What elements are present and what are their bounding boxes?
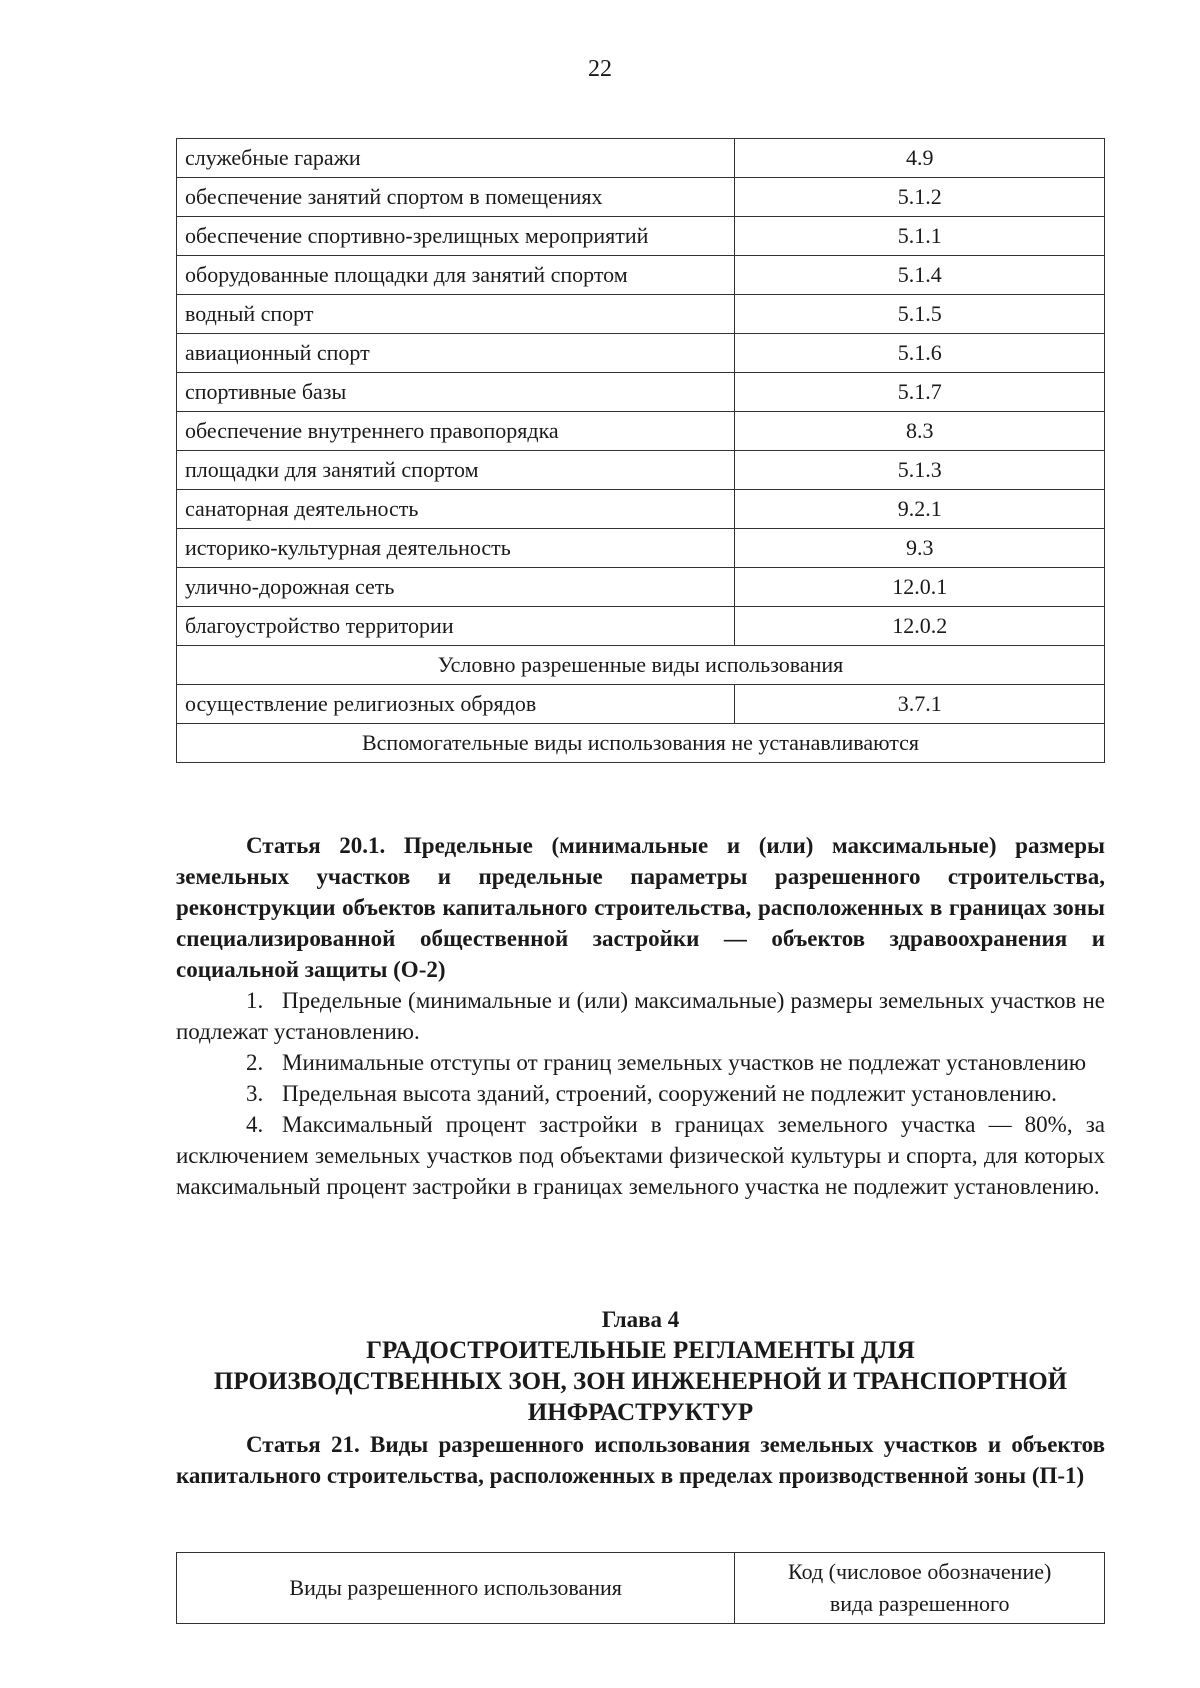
chapter-heading bbox=[176, 1304, 1105, 1428]
production-zone-uses-table bbox=[176, 1552, 1105, 1624]
use-code-cell: 3.7.1 bbox=[735, 685, 1105, 724]
list-item bbox=[176, 1078, 1105, 1109]
use-name-cell: обеспечение занятий спортом в помещениях bbox=[177, 178, 735, 217]
list-item-text: Предельные (минимальные и (или) максимальные) размеры земельных участков не подлежат установлению. bbox=[176, 988, 1105, 1044]
table-row bbox=[177, 412, 1105, 451]
column-header-code-line: Код (числовое обозначение) bbox=[788, 1559, 1052, 1584]
table-row bbox=[177, 607, 1105, 646]
list-item-number: 1. bbox=[246, 988, 264, 1013]
use-code-cell: 5.1.2 bbox=[735, 178, 1105, 217]
use-code-cell: 5.1.1 bbox=[735, 217, 1105, 256]
production-zone-uses-body bbox=[177, 1553, 1105, 1624]
table-row bbox=[177, 295, 1105, 334]
permitted-uses-table bbox=[176, 138, 1105, 763]
use-name-cell: спортивные базы bbox=[177, 373, 735, 412]
article-21-title: Статья 21. Виды разрешенного использования земельных участков и объектов капитального строительства, расположенных в пределах производственной зоны (П-1) bbox=[176, 1432, 1105, 1488]
list-item-text: Максимальный процент застройки в границах земельного участка — 80%, за исключением земельных участков под объектами физической культуры и спорта, для которых максимальный процент застройки в границах земельного участка не подлежит установлению. bbox=[176, 1112, 1105, 1199]
table-row bbox=[177, 256, 1105, 295]
table-row bbox=[177, 529, 1105, 568]
list-item bbox=[176, 1109, 1105, 1202]
list-item-number: 4. bbox=[246, 1112, 264, 1137]
table-section-row bbox=[177, 724, 1105, 763]
auxiliary-uses-note: Вспомогательные виды использования не устанавливаются bbox=[177, 724, 1105, 763]
list-item bbox=[176, 1047, 1105, 1078]
table-row bbox=[177, 568, 1105, 607]
conditional-uses-header: Условно разрешенные виды использования bbox=[177, 646, 1105, 685]
use-code-cell: 5.1.6 bbox=[735, 334, 1105, 373]
article-20-1-section bbox=[176, 830, 1105, 1202]
use-code-cell: 4.9 bbox=[735, 139, 1105, 178]
use-name-cell: обеспечение спортивно-зрелищных мероприятий bbox=[177, 217, 735, 256]
column-header-code bbox=[735, 1553, 1105, 1624]
article-21-section bbox=[176, 1429, 1105, 1491]
table-row bbox=[177, 373, 1105, 412]
list-item-number: 2. bbox=[246, 1050, 264, 1075]
chapter-title-line: ИНФРАСТРУКТУР bbox=[527, 1399, 754, 1426]
list-item-number: 3. bbox=[246, 1081, 264, 1106]
article-20-1-title: Статья 20.1. Предельные (минимальные и (или) максимальные) размеры земельных участков и предельные параметры разрешенного строительства, реконструкции объектов капитального строительства, расположенных в границах зоны специализированной общественной застройки — объектов здравоохранения и социальной защиты (О-2) bbox=[176, 833, 1105, 982]
list-item bbox=[176, 985, 1105, 1047]
use-name-cell: обеспечение внутреннего правопорядка bbox=[177, 412, 735, 451]
chapter-title-line: ГРАДОСТРОИТЕЛЬНЫЕ РЕГЛАМЕНТЫ ДЛЯ bbox=[366, 1337, 915, 1364]
use-code-cell: 8.3 bbox=[735, 412, 1105, 451]
use-name-cell: оборудованные площадки для занятий спортом bbox=[177, 256, 735, 295]
permitted-uses-body bbox=[177, 139, 1105, 763]
use-code-cell: 5.1.5 bbox=[735, 295, 1105, 334]
table-row bbox=[177, 451, 1105, 490]
use-code-cell: 5.1.7 bbox=[735, 373, 1105, 412]
use-name-cell: улично-дорожная сеть bbox=[177, 568, 735, 607]
column-header-uses: Виды разрешенного использования bbox=[177, 1553, 735, 1624]
use-name-cell: служебные гаражи bbox=[177, 139, 735, 178]
use-name-cell: санаторная деятельность bbox=[177, 490, 735, 529]
table-header-row bbox=[177, 1553, 1105, 1624]
chapter-label: Глава 4 bbox=[601, 1307, 680, 1332]
table-section-row bbox=[177, 646, 1105, 685]
table-row bbox=[177, 178, 1105, 217]
use-code-cell: 9.3 bbox=[735, 529, 1105, 568]
use-code-cell: 12.0.1 bbox=[735, 568, 1105, 607]
use-code-cell: 12.0.2 bbox=[735, 607, 1105, 646]
table-row bbox=[177, 139, 1105, 178]
table-row bbox=[177, 217, 1105, 256]
use-name-cell: водный спорт bbox=[177, 295, 735, 334]
use-code-cell: 5.1.3 bbox=[735, 451, 1105, 490]
table-row bbox=[177, 334, 1105, 373]
use-name-cell: благоустройство территории bbox=[177, 607, 735, 646]
list-item-text: Предельная высота зданий, строений, сооружений не подлежит установлению. bbox=[282, 1081, 1057, 1106]
use-code-cell: 5.1.4 bbox=[735, 256, 1105, 295]
page-number: 22 bbox=[588, 56, 612, 82]
column-header-code-line: вида разрешенного bbox=[829, 1591, 1010, 1616]
chapter-title-line: ПРОИЗВОДСТВЕННЫХ ЗОН, ЗОН ИНЖЕНЕРНОЙ И ТРАНСПОРТНОЙ bbox=[213, 1368, 1068, 1395]
use-name-cell: площадки для занятий спортом bbox=[177, 451, 735, 490]
use-name-cell: осуществление религиозных обрядов bbox=[177, 685, 735, 724]
use-name-cell: историко-культурная деятельность bbox=[177, 529, 735, 568]
use-code-cell: 9.2.1 bbox=[735, 490, 1105, 529]
list-item-text: Минимальные отступы от границ земельных участков не подлежат установлению bbox=[282, 1050, 1087, 1075]
table-row bbox=[177, 490, 1105, 529]
table-row bbox=[177, 685, 1105, 724]
use-name-cell: авиационный спорт bbox=[177, 334, 735, 373]
